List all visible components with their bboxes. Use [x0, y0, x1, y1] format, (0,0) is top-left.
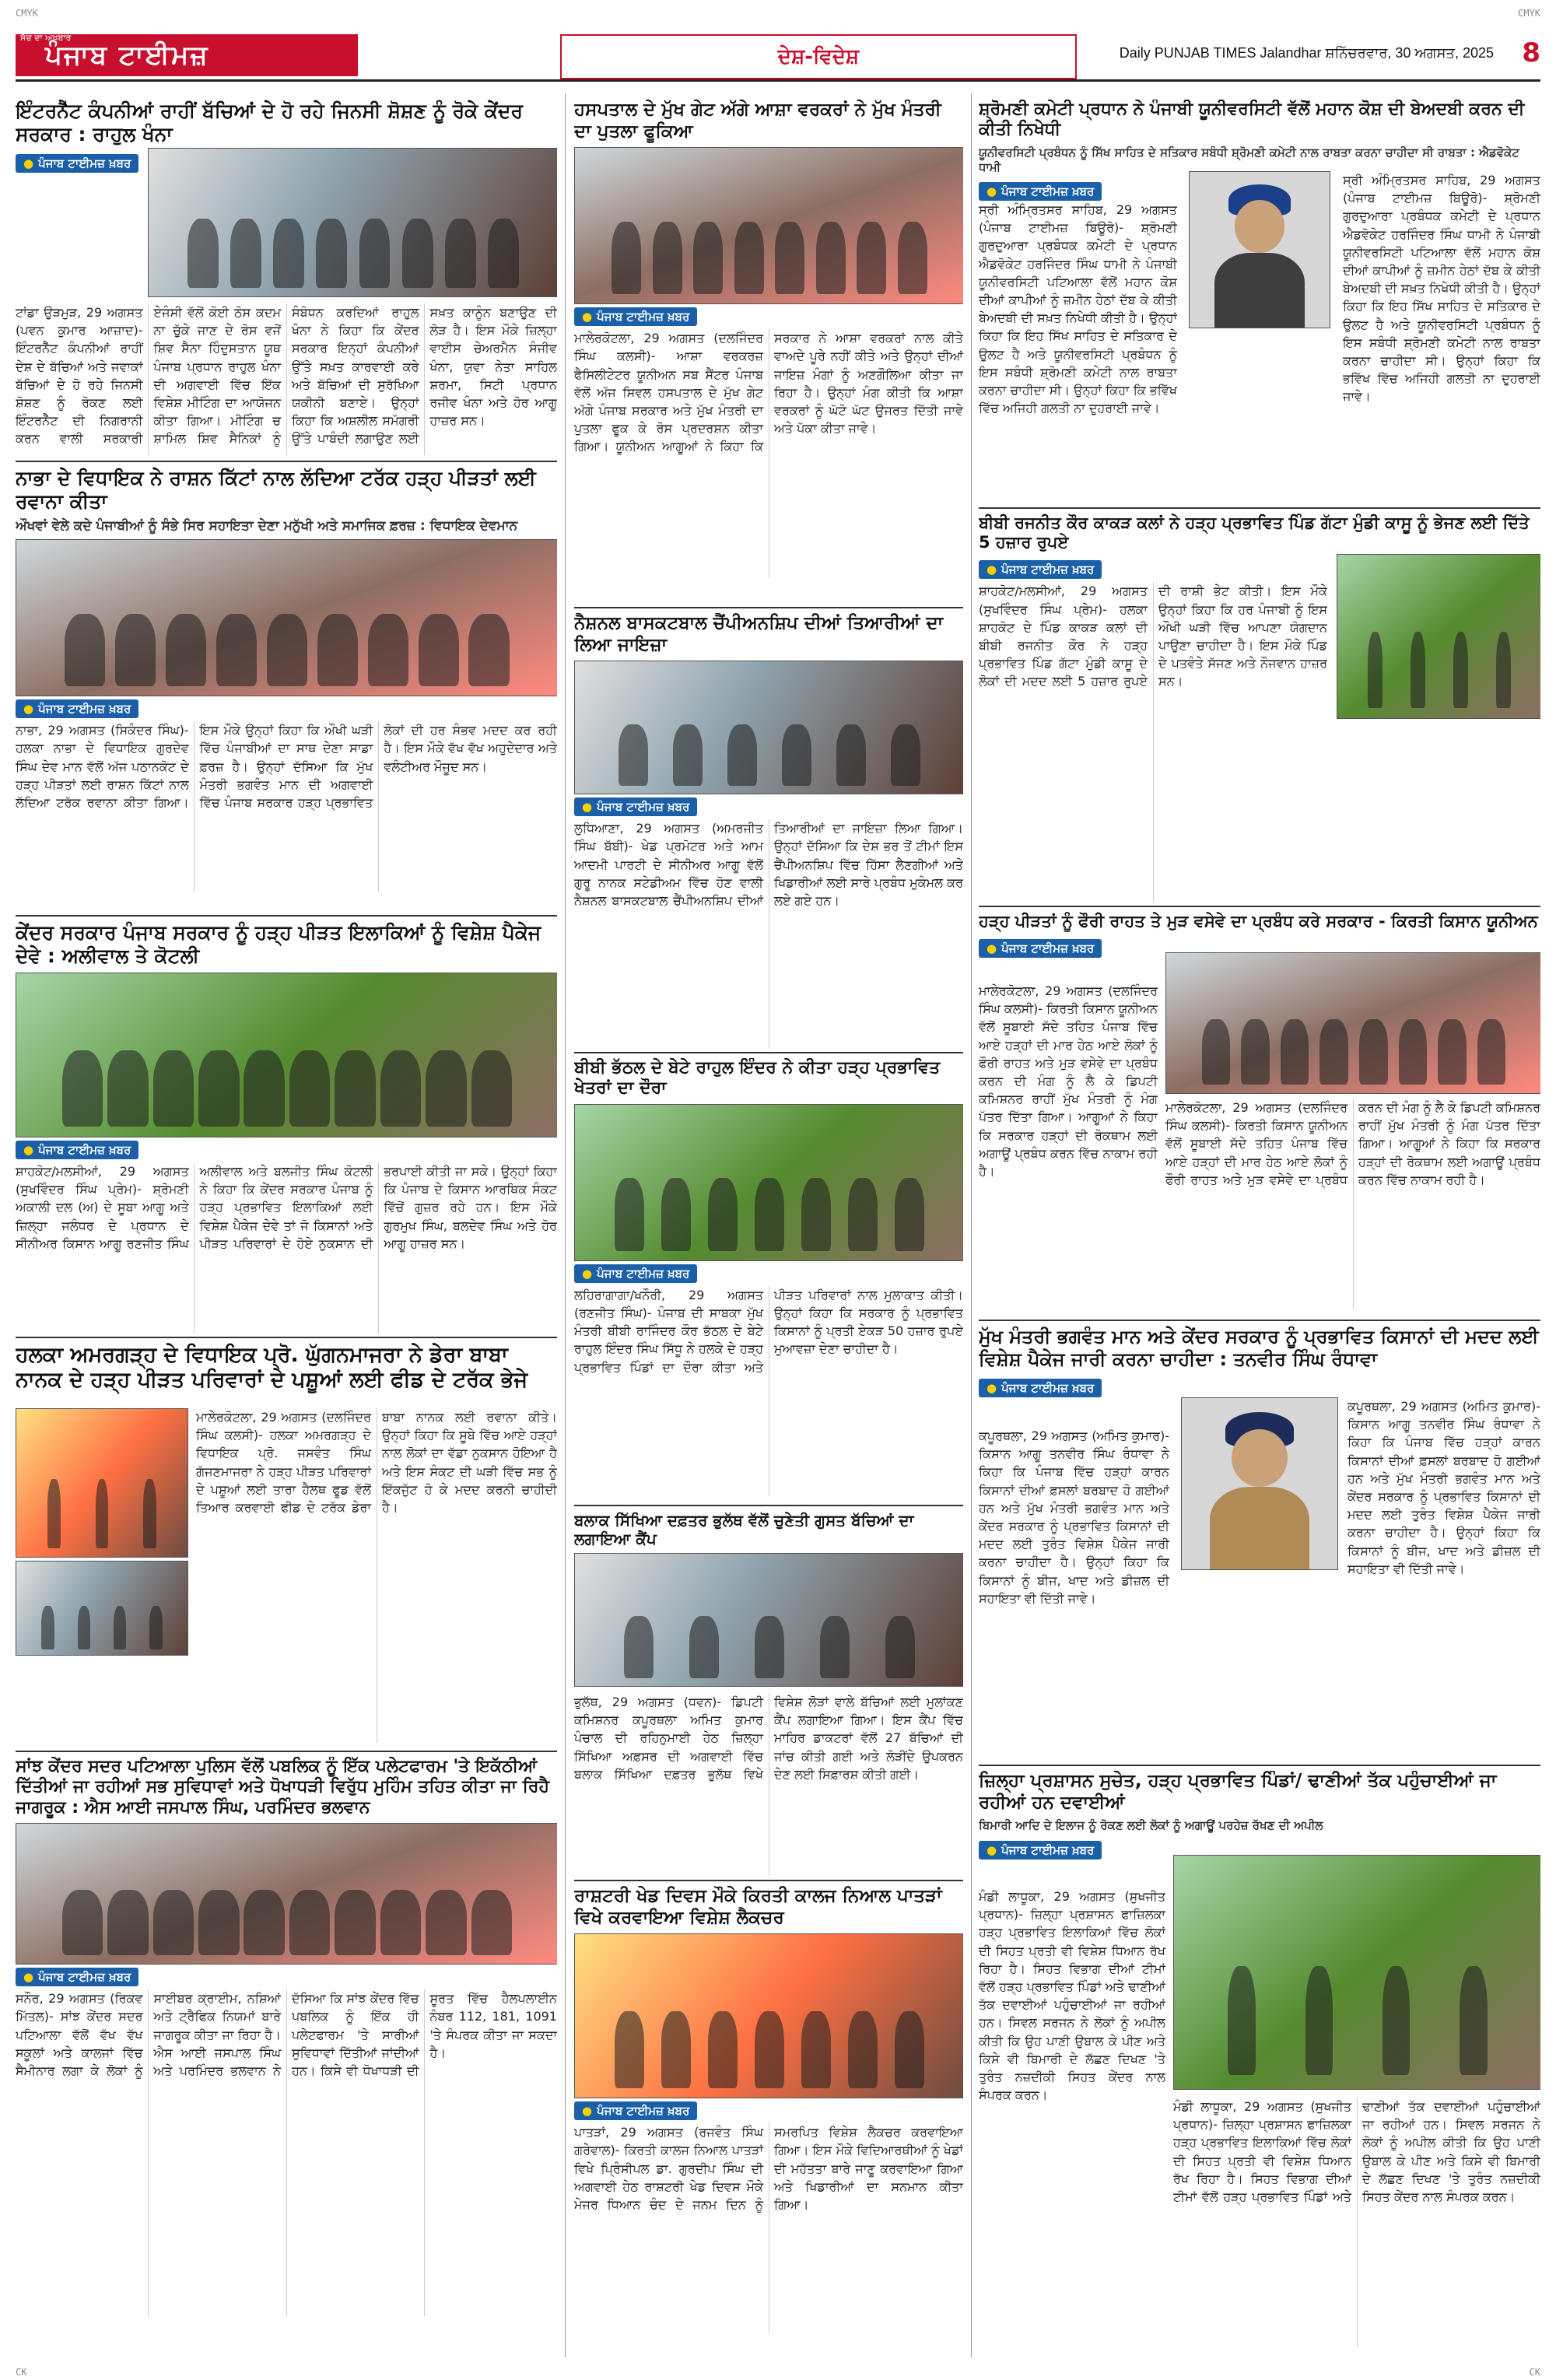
article-headline: ਬੀਬੀ ਭੱਠਲ ਦੇ ਬੇਟੇ ਰਾਹੁਲ ਇੰਦਰ ਨੇ ਕੀਤਾ ਹੜ੍ਹ ਪ੍ਰਭਾਵਿਤ ਖੇਤਰਾਂ ਦਾ ਦੌਰਾ — [574, 1058, 941, 1099]
article-block-education-camp — [574, 1511, 963, 1877]
article-sanjh-kendar-patiala — [16, 1757, 557, 2357]
news-kicker: ● ਪੰਜਾਬ ਟਾਈਮਜ਼ ਖ਼ਬਰ — [574, 1264, 697, 1283]
news-kicker: ● ਪੰਜਾਬ ਟਾਈਮਜ਼ ਖ਼ਬਰ — [574, 307, 697, 326]
news-kicker: ● ਪੰਜਾਬ ਟਾਈਮਜ਼ ਖ਼ਬਰ — [16, 699, 138, 718]
news-kicker: ● ਪੰਜਾਬ ਟਾਈਮਜ਼ ਖ਼ਬਰ — [979, 1379, 1102, 1397]
article-subhead: ਯੂਨੀਵਰਸਿਟੀ ਪ੍ਰਬੰਧਨ ਨੂੰ ਸਿੱਖ ਸਾਹਿਤ ਦੇ ਸਤਿਕਾਰ ਸਬੰਧੀ ਸ਼੍ਰੋਮਣੀ ਕਮੇਟੀ ਨਾਲ ਰਾਬਤਾ ਕਰਨਾ ਚਾਹੀਦਾ ਸੀ ਰਾਬਤਾ : ਐਡਵੋਕੇਟ ਧਾਮੀ — [979, 145, 1520, 174]
article-divider — [16, 915, 557, 917]
article-photo — [16, 973, 557, 1137]
news-kicker: ● ਪੰਜਾਬ ਟਾਈਮਜ਼ ਖ਼ਬਰ — [979, 1841, 1102, 1859]
kicker-bullet-icon: ● — [582, 1266, 593, 1281]
article-divider — [979, 507, 1540, 509]
article-headline: ਜ਼ਿਲ੍ਹਾ ਪ੍ਰਸ਼ਾਸਨ ਸੁਚੇਤ, ਹੜ੍ਹ ਪ੍ਰਭਾਵਿਤ ਪਿੰਡਾਂ/ ਢਾਣੀਆਂ ਤੱਕ ਪਹੁੰਚਾਈਆਂ ਜਾ ਰਹੀਆਂ ਹਨ ਦਵਾਈਆਂ — [979, 1771, 1497, 1813]
article-headline: ਸ਼੍ਰੋਮਣੀ ਕਮੇਟੀ ਪ੍ਰਧਾਨ ਨੇ ਪੰਜਾਬੀ ਯੂਨੀਵਰਸਿਟੀ ਵੱਲੋਂ ਮਹਾਨ ਕੋਸ਼ ਦੀ ਬੇਅਦਬੀ ਕਰਨ ਦੀ ਕੀਤੀ ਨਿਖੇਧੀ — [979, 100, 1525, 140]
article-portrait — [1181, 1397, 1338, 1570]
section-label — [560, 34, 1077, 79]
article-divider — [16, 1751, 557, 1752]
ck-mark-left: CK — [16, 2367, 27, 2378]
article-headline: ਹਲਕਾ ਅਮਰਗੜ੍ਹ ਦੇ ਵਿਧਾਇਕ ਪ੍ਰੋ. ਘੁੱਗਨਮਾਜਰਾ ਨੇ ਡੇਰਾ ਬਾਬਾ ਨਾਨਕ ਦੇ ਹੜ੍ਹ ਪੀੜਤ ਪਰਿਵਾਰਾਂ ਦੇ ਪਸ਼ੂਆਂ ਲਈ ਫੀਡ ਦੇ ਟਰੱਕ ਭੇਜੇ — [16, 1343, 528, 1393]
article-headline: ਨਾਭਾ ਦੇ ਵਿਧਾਇਕ ਨੇ ਰਾਸ਼ਨ ਕਿੱਟਾਂ ਨਾਲ ਲੱਦਿਆ ਟਰੱਕ ਹੜ੍ਹ ਪੀੜਤਾਂ ਲਈ ਰਵਾਨਾ ਕੀਤਾ — [16, 467, 536, 513]
article-body: ਭੁਲੱਥ, 29 ਅਗਸਤ (ਧਵਨ)- ਡਿਪਟੀ ਕਮਿਸ਼ਨਰ ਕਪੂਰਥਲਾ ਅਮਿਤ ਕੁਮਾਰ ਪੰਚਾਲ ਦੀ ਰਹਿਨੁਮਾਈ ਹੇਠ ਜ਼ਿਲ੍ਹਾ ਸਿੱਖਿਆ ਅਫ਼ਸਰ ਦੀ ਅਗਵਾਈ ਵਿੱਚ ਬਲਾਕ ਸਿੱਖਿਆ ਦਫ਼ਤਰ ਭੁਲੱਥ ਵਿਖੇ ਵਿਸ਼ੇਸ਼ ਲੋੜਾਂ ਵਾਲੇ ਬੱਚਿਆਂ ਲਈ ਮੁਲਾਂਕਣ ਕੈਂਪ ਲਗਾਇਆ ਗਿਆ। ਇਸ ਕੈਂਪ ਵਿੱਚ ਮਾਹਿਰ ਡਾਕਟਰਾਂ ਵੱਲੋਂ 27 ਬੱਚਿਆਂ ਦੀ ਜਾਂਚ ਕੀਤੀ ਗਈ ਅਤੇ ਲੋੜੀਂਦੇ ਉਪਕਰਨ ਦੇਣ ਲਈ ਸਿਫ਼ਾਰਸ਼ ਕੀਤੀ ਗਈ। — [574, 1695, 963, 1782]
kicker-bullet-icon: ● — [582, 2104, 593, 2119]
article-rajneet-kaur-donation — [979, 514, 1540, 903]
article-body: ਸਨੌਰ, 29 ਅਗਸਤ (ਰਿਕਵ ਮਿੱਤਲ)- ਸਾਂਝ ਕੇਂਦਰ ਸਦਰ ਪਟਿਆਲਾ ਵੱਲੋਂ ਵੱਖ ਵੱਖ ਸਕੂਲਾਂ ਅਤੇ ਕਾਲਜਾਂ ਵਿੱਚ ਸੈਮੀਨਾਰ ਲਗਾ ਕੇ ਲੋਕਾਂ ਨੂੰ ਸਾਈਬਰ ਕ੍ਰਾਈਮ, ਨਸ਼ਿਆਂ ਅਤੇ ਟ੍ਰੈਫਿਕ ਨਿਯਮਾਂ ਬਾਰੇ ਜਾਗਰੂਕ ਕੀਤਾ ਜਾ ਰਿਹਾ ਹੈ। ਐਸ ਆਈ ਜਸਪਾਲ ਸਿੰਘ ਅਤੇ ਪਰਮਿੰਦਰ ਭਲਵਾਨ ਨੇ ਦੱਸਿਆ ਕਿ ਸਾਂਝ ਕੇਂਦਰ ਵਿੱਚ ਪਬਲਿਕ ਨੂੰ ਇੱਕ ਹੀ ਪਲੇਟਫਾਰਮ 'ਤੇ ਸਾਰੀਆਂ ਸੁਵਿਧਾਵਾਂ ਦਿੱਤੀਆਂ ਜਾਂਦੀਆਂ ਹਨ। ਕਿਸੇ ਵੀ ਧੋਖਾਧੜੀ ਦੀ ਸੂਰਤ ਵਿੱਚ ਹੈਲਪਲਾਈਨ ਨੰਬਰ 112, 181, 1091 'ਤੇ ਸੰਪਰਕ ਕੀਤਾ ਜਾ ਸਕਦਾ ਹੈ। — [16, 1991, 557, 2078]
article-body: ਸ਼ਾਹਕੋਟ/ਮਲਸੀਆਂ, 29 ਅਗਸਤ (ਸੁਖਵਿੰਦਰ ਸਿੰਘ ਪ੍ਰੇਮ)- ਹਲਕਾ ਸ਼ਾਹਕੋਟ ਦੇ ਪਿੰਡ ਕਾਕੜ ਕਲਾਂ ਦੀ ਬੀਬੀ ਰਜਨੀਤ ਕੌਰ ਨੇ ਹੜ੍ਹ ਪ੍ਰਭਾਵਿਤ ਪਿੰਡ ਗੱਟਾ ਮੁੰਡੀ ਕਾਸੂ ਦੇ ਲੋਕਾਂ ਦੀ ਮਦਦ ਲਈ 5 ਹਜ਼ਾਰ ਰੁਪਏ ਦੀ ਰਾਸ਼ੀ ਭੇਟ ਕੀਤੀ। ਇਸ ਮੌਕੇ ਉਨ੍ਹਾਂ ਕਿਹਾ ਕਿ ਹਰ ਪੰਜਾਬੀ ਨੂੰ ਇਸ ਔਖੀ ਘੜੀ ਵਿੱਚ ਆਪਣਾ ਯੋਗਦਾਨ ਪਾਉਣਾ ਚਾਹੀਦਾ ਹੈ। ਇਸ ਮੌਕੇ ਪਿੰਡ ਦੇ ਪਤਵੰਤੇ ਸੱਜਣ ਅਤੇ ਨੌਜਵਾਨ ਹਾਜ਼ਰ ਸਨ। — [979, 584, 1327, 689]
kicker-bullet-icon: ● — [23, 702, 34, 717]
article-divider — [16, 1337, 557, 1338]
article-photo — [16, 1823, 557, 1965]
article-divider — [979, 906, 1540, 907]
cmyk-mark-left: CMYK — [16, 8, 38, 19]
column-divider — [565, 93, 566, 2357]
article-asha-workers-protest — [574, 100, 963, 604]
article-photo — [148, 148, 557, 297]
article-photo — [1337, 554, 1540, 719]
article-subhead: ਬਿਮਾਰੀ ਆਦਿ ਦੇ ਇਲਾਜ ਨੂੰ ਰੋਕਣ ਲਈ ਲੋਕਾਂ ਨੂੰ ਅਗਾਊਂ ਪਰਹੇਜ਼ ਰੱਖਣ ਦੀ ਅਪੀਲ — [979, 1818, 1323, 1833]
kicker-bullet-icon: ● — [987, 1842, 997, 1857]
ck-mark-right: CK — [1529, 2367, 1540, 2378]
article-photo — [574, 1553, 963, 1687]
article-body: ਨਾਭਾ, 29 ਅਗਸਤ (ਸਿਕੰਦਰ ਸਿੰਘ)- ਹਲਕਾ ਨਾਭਾ ਦੇ ਵਿਧਾਇਕ ਗੁਰਦੇਵ ਸਿੰਘ ਦੇਵ ਮਾਨ ਵੱਲੋਂ ਅੱਜ ਪਠਾਨਕੋਟ ਦੇ ਹੜ੍ਹ ਪੀੜਤਾਂ ਲਈ ਰਾਸ਼ਨ ਕਿੱਟਾਂ ਨਾਲ ਲੱਦਿਆ ਟਰੱਕ ਰਵਾਨਾ ਕੀਤਾ ਗਿਆ। ਇਸ ਮੌਕੇ ਉਨ੍ਹਾਂ ਕਿਹਾ ਕਿ ਔਖੀ ਘੜੀ ਵਿੱਚ ਪੰਜਾਬੀਆਂ ਦਾ ਸਾਥ ਦੇਣਾ ਸਾਡਾ ਫ਼ਰਜ਼ ਹੈ। ਉਨ੍ਹਾਂ ਦੱਸਿਆ ਕਿ ਮੁੱਖ ਮੰਤਰੀ ਭਗਵੰਤ ਮਾਨ ਦੀ ਅਗਵਾਈ ਵਿੱਚ ਪੰਜਾਬ ਸਰਕਾਰ ਹੜ੍ਹ ਪ੍ਰਭਾਵਿਤ ਲੋਕਾਂ ਦੀ ਹਰ ਸੰਭਵ ਮਦਦ ਕਰ ਰਹੀ ਹੈ। ਇਸ ਮੌਕੇ ਵੱਖ ਵੱਖ ਅਹੁਦੇਦਾਰ ਅਤੇ ਵਲੰਟੀਅਰ ਮੌਜੂਦ ਸਨ। — [16, 723, 557, 810]
newspaper-logo — [16, 34, 358, 76]
kicker-bullet-icon: ● — [987, 184, 997, 199]
article-headline: ਇੰਟਰਨੈੱਟ ਕੰਪਨੀਆਂ ਰਾਹੀਂ ਬੱਚਿਆਂ ਦੇ ਹੋ ਰਹੇ ਜਿਨਸੀ ਸ਼ੋਸ਼ਣ ਨੂੰ ਰੋਕੇ ਕੇਂਦਰ ਸਰਕਾਰ : ਰਾਹੁਲ ਖੰਨਾ — [16, 100, 523, 145]
article-tanveer-randhawa — [979, 1326, 1540, 1761]
article-amargarh-mla-feed — [16, 1343, 557, 1747]
article-body: ਕਪੂਰਥਲਾ, 29 ਅਗਸਤ (ਅਮਿਤ ਕੁਮਾਰ)- ਕਿਸਾਨ ਆਗੂ ਤਨਵੀਰ ਸਿੰਘ ਰੰਧਾਵਾ ਨੇ ਕਿਹਾ ਕਿ ਪੰਜਾਬ ਵਿੱਚ ਹੜ੍ਹਾਂ ਕਾਰਨ ਕਿਸਾਨਾਂ ਦੀਆਂ ਫ਼ਸਲਾਂ ਬਰਬਾਦ ਹੋ ਗਈਆਂ ਹਨ ਅਤੇ ਮੁੱਖ ਮੰਤਰੀ ਭਗਵੰਤ ਮਾਨ ਅਤੇ ਕੇਂਦਰ ਸਰਕਾਰ ਨੂੰ ਪ੍ਰਭਾਵਿਤ ਕਿਸਾਨਾਂ ਦੀ ਮਦਦ ਲਈ ਤੁਰੰਤ ਵਿਸ਼ੇਸ਼ ਪੈਕੇਜ ਜਾਰੀ ਕਰਨਾ ਚਾਹੀਦਾ ਹੈ। ਉਨ੍ਹਾਂ ਕਿਹਾ ਕਿ ਕਿਸਾਨਾਂ ਨੂੰ ਬੀਜ, ਖਾਦ ਅਤੇ ਡੀਜ਼ਲ ਦੀ ਸਹਾਇਤਾ ਵੀ ਦਿੱਤੀ ਜਾਵੇ। — [979, 1428, 1169, 1606]
article-centre-flood-package — [16, 921, 557, 1334]
article-subhead: ਔਖਵਾਂ ਵੇਲੇ ਕਦੇ ਪੰਜਾਬੀਆਂ ਨੂੰ ਸੰਭੇ ਸਿਰ ਸਹਾਇਤਾ ਦੇਣਾ ਮਨੁੱਖੀ ਅਤੇ ਸਮਾਜਿਕ ਫ਼ਰਜ਼ : ਵਿਧਾਇਕ ਦੇਵਮਾਨ — [16, 518, 518, 534]
article-body-continued: ਸ੍ਰੀ ਅੰਮ੍ਰਿਤਸਰ ਸਾਹਿਬ, 29 ਅਗਸਤ (ਪੰਜਾਬ ਟਾਈਮਜ਼ ਬਿਊਰੋ)- ਸ਼੍ਰੋਮਣੀ ਗੁਰਦੁਆਰਾ ਪ੍ਰਬੰਧਕ ਕਮੇਟੀ ਦੇ ਪ੍ਰਧਾਨ ਐਡਵੋਕੇਟ ਹਰਜਿੰਦਰ ਸਿੰਘ ਧਾਮੀ ਨੇ ਪੰਜਾਬੀ ਯੂਨੀਵਰਸਿਟੀ ਪਟਿਆਲਾ ਵੱਲੋਂ ਮਹਾਨ ਕੋਸ਼ ਦੀਆਂ ਕਾਪੀਆਂ ਨੂੰ ਜ਼ਮੀਨ ਹੇਠਾਂ ਦੱਬ ਕੇ ਕੀਤੀ ਬੇਅਦਬੀ ਦੀ ਸਖ਼ਤ ਨਿਖੇਧੀ ਕੀਤੀ ਹੈ। ਉਨ੍ਹਾਂ ਕਿਹਾ ਕਿ ਇਹ ਸਿੱਖ ਸਾਹਿਤ ਦੇ ਸਤਿਕਾਰ ਦੇ ਉਲਟ ਹੈ ਅਤੇ ਯੂਨੀਵਰਸਿਟੀ ਪ੍ਰਬੰਧਨ ਨੂੰ ਇਸ ਸਬੰਧੀ ਸ਼੍ਰੋਮਣੀ ਕਮੇਟੀ ਨਾਲ ਰਾਬਤਾ ਕਰਨਾ ਚਾਹੀਦਾ ਸੀ। ਉਨ੍ਹਾਂ ਕਿਹਾ ਕਿ ਭਵਿੱਖ ਵਿੱਚ ਅਜਿਹੀ ਗਲਤੀ ਨਾ ਦੁਹਰਾਈ ਜਾਵੇ। — [1343, 173, 1540, 405]
article-photo — [574, 661, 963, 794]
article-kirti-kisan-union — [979, 912, 1540, 1316]
article-headline: ਮੁੱਖ ਮੰਤਰੀ ਭਗਵੰਤ ਮਾਨ ਅਤੇ ਕੇਂਦਰ ਸਰਕਾਰ ਨੂੰ ਪ੍ਰਭਾਵਿਤ ਕਿਸਾਨਾਂ ਦੀ ਮਦਦ ਲਈ ਵਿਸ਼ੇਸ਼ ਪੈਕੇਜ ਜਾਰੀ ਕਰਨਾ ਚਾਹੀਦਾ : ਤਨਵੀਰ ਸਿੰਘ ਰੰਧਾਵਾ — [979, 1326, 1539, 1370]
logo-text: ਪੰਜਾਬ ਟਾਈਮਜ਼ — [45, 40, 209, 71]
article-headline: ਬਲਾਕ ਸਿੱਖਿਆ ਦਫ਼ਤਰ ਭੁਲੱਥ ਵੱਲੋਂ ਚੁਣੇਤੀ ਗੁਸਤ ਬੱਚਿਆਂ ਦਾ ਲਗਾਇਆ ਕੈਂਪ — [574, 1511, 914, 1548]
page-number: 8 — [1522, 37, 1540, 68]
article-photo — [574, 147, 963, 304]
article-body-continued: ਮੰਡੀ ਲਾਧੂਕਾ, 29 ਅਗਸਤ (ਸੁਖਜੀਤ ਪ੍ਰਧਾਨ)- ਜ਼ਿਲ੍ਹਾ ਪ੍ਰਸ਼ਾਸਨ ਫਾਜ਼ਿਲਕਾ ਹੜ੍ਹ ਪ੍ਰਭਾਵਿਤ ਇਲਾਕਿਆਂ ਵਿੱਚ ਲੋਕਾਂ ਦੀ ਸਿਹਤ ਪ੍ਰਤੀ ਵੀ ਵਿਸ਼ੇਸ਼ ਧਿਆਨ ਰੱਖ ਰਿਹਾ ਹੈ। ਸਿਹਤ ਵਿਭਾਗ ਦੀਆਂ ਟੀਮਾਂ ਵੱਲੋਂ ਹੜ੍ਹ ਪ੍ਰਭਾਵਿਤ ਪਿੰਡਾਂ ਅਤੇ ਢਾਣੀਆਂ ਤੱਕ ਦਵਾਈਆਂ ਪਹੁੰਚਾਈਆਂ ਜਾ ਰਹੀਆਂ ਹਨ। ਸਿਵਲ ਸਰਜਨ ਨੇ ਲੋਕਾਂ ਨੂੰ ਅਪੀਲ ਕੀਤੀ ਕਿ ਉਹ ਪਾਣੀ ਉਬਾਲ ਕੇ ਪੀਣ ਅਤੇ ਕਿਸੇ ਵੀ ਬਿਮਾਰੀ ਦੇ ਲੱਛਣ ਦਿਖਣ 'ਤੇ ਤੁਰੰਤ ਨਜ਼ਦੀਕੀ ਸਿਹਤ ਕੇਂਦਰ ਨਾਲ ਸੰਪਰਕ ਕਰਨ। — [1173, 2099, 1540, 2204]
article-body: ਮਾਲੇਰਕੋਟਲਾ, 29 ਅਗਸਤ (ਦਲਜਿੰਦਰ ਸਿੰਘ ਕਲਸੀ)- ਕਿਰਤੀ ਕਿਸਾਨ ਯੂਨੀਅਨ ਵੱਲੋਂ ਸੂਬਾਈ ਸੱਦੇ ਤਹਿਤ ਪੰਜਾਬ ਵਿੱਚ ਆਏ ਹੜ੍ਹਾਂ ਦੀ ਮਾਰ ਹੇਠ ਆਏ ਲੋਕਾਂ ਨੂੰ ਫੌਰੀ ਰਾਹਤ ਅਤੇ ਮੁੜ ਵਸੇਵੇ ਦਾ ਪ੍ਰਬੰਧ ਕਰਨ ਦੀ ਮੰਗ ਨੂੰ ਲੈ ਕੇ ਡਿਪਟੀ ਕਮਿਸ਼ਨਰ ਰਾਹੀਂ ਮੁੱਖ ਮੰਤਰੀ ਨੂੰ ਮੰਗ ਪੱਤਰ ਦਿੱਤਾ ਗਿਆ। ਆਗੂਆਂ ਨੇ ਕਿਹਾ ਕਿ ਸਰਕਾਰ ਹੜ੍ਹਾਂ ਦੀ ਰੋਕਥਾਮ ਲਈ ਅਗਾਊਂ ਪ੍ਰਬੰਧ ਕਰਨ ਵਿੱਚ ਨਾਕਾਮ ਰਹੀ ਹੈ। — [979, 983, 1158, 1179]
column-divider — [971, 93, 972, 2357]
kicker-bullet-icon: ● — [23, 1143, 34, 1157]
article-divider — [16, 461, 557, 462]
news-kicker: ● ਪੰਜਾਬ ਟਾਈਮਜ਼ ਖ਼ਬਰ — [979, 939, 1102, 958]
kicker-bullet-icon: ● — [582, 800, 593, 815]
article-body: ਲਹਿਰਾਗਾਗਾ/ਖਨੌਰੀ, 29 ਅਗਸਤ (ਰਣਜੀਤ ਸਿੰਘ)- ਪੰਜਾਬ ਦੀ ਸਾਬਕਾ ਮੁੱਖ ਮੰਤਰੀ ਬੀਬੀ ਰਾਜਿੰਦਰ ਕੌਰ ਭੱਠਲ ਦੇ ਬੇਟੇ ਰਾਹੁਲ ਇੰਦਰ ਸਿੰਘ ਸਿੱਧੂ ਨੇ ਹਲਕੇ ਦੇ ਹੜ੍ਹ ਪ੍ਰਭਾਵਿਤ ਪਿੰਡਾਂ ਦਾ ਦੌਰਾ ਕੀਤਾ ਅਤੇ ਪੀੜਤ ਪਰਿਵਾਰਾਂ ਨਾਲ ਮੁਲਾਕਾਤ ਕੀਤੀ। ਉਨ੍ਹਾਂ ਕਿਹਾ ਕਿ ਸਰਕਾਰ ਨੂੰ ਪ੍ਰਭਾਵਿਤ ਕਿਸਾਨਾਂ ਨੂੰ ਪ੍ਰਤੀ ਏਕੜ 50 ਹਜ਼ਾਰ ਰੁਪਏ ਮੁਆਵਜ਼ਾ ਦੇਣਾ ਚਾਹੀਦਾ ਹੈ। — [574, 1287, 963, 1375]
kicker-bullet-icon: ● — [23, 156, 34, 170]
article-headline: ਹੜ੍ਹ ਪੀੜਤਾਂ ਨੂੰ ਫੌਰੀ ਰਾਹਤ ਤੇ ਮੁੜ ਵਸੇਵੇ ਦਾ ਪ੍ਰਬੰਧ ਕਰੇ ਸਰਕਾਰ - ਕਿਰਤੀ ਕਿਸਾਨ ਯੂਨੀਅਨ — [979, 912, 1538, 931]
article-body-continued: ਕਪੂਰਥਲਾ, 29 ਅਗਸਤ (ਅਮਿਤ ਕੁਮਾਰ)- ਕਿਸਾਨ ਆਗੂ ਤਨਵੀਰ ਸਿੰਘ ਰੰਧਾਵਾ ਨੇ ਕਿਹਾ ਕਿ ਪੰਜਾਬ ਵਿੱਚ ਹੜ੍ਹਾਂ ਕਾਰਨ ਕਿਸਾਨਾਂ ਦੀਆਂ ਫ਼ਸਲਾਂ ਬਰਬਾਦ ਹੋ ਗਈਆਂ ਹਨ ਅਤੇ ਮੁੱਖ ਮੰਤਰੀ ਭਗਵੰਤ ਮਾਨ ਅਤੇ ਕੇਂਦਰ ਸਰਕਾਰ ਨੂੰ ਪ੍ਰਭਾਵਿਤ ਕਿਸਾਨਾਂ ਦੀ ਮਦਦ ਲਈ ਤੁਰੰਤ ਵਿਸ਼ੇਸ਼ ਪੈਕੇਜ ਜਾਰੀ ਕਰਨਾ ਚਾਹੀਦਾ ਹੈ। ਉਨ੍ਹਾਂ ਕਿਹਾ ਕਿ ਕਿਸਾਨਾਂ ਨੂੰ ਬੀਜ, ਖਾਦ ਅਤੇ ਡੀਜ਼ਲ ਦੀ ਸਹਾਇਤਾ ਵੀ ਦਿੱਤੀ ਜਾਵੇ। — [1347, 1399, 1540, 1576]
article-photo — [574, 1104, 963, 1261]
article-body: ਮੰਡੀ ਲਾਧੂਕਾ, 29 ਅਗਸਤ (ਸੁਖਜੀਤ ਪ੍ਰਧਾਨ)- ਜ਼ਿਲ੍ਹਾ ਪ੍ਰਸ਼ਾਸਨ ਫਾਜ਼ਿਲਕਾ ਹੜ੍ਹ ਪ੍ਰਭਾਵਿਤ ਇਲਾਕਿਆਂ ਵਿੱਚ ਲੋਕਾਂ ਦੀ ਸਿਹਤ ਪ੍ਰਤੀ ਵੀ ਵਿਸ਼ੇਸ਼ ਧਿਆਨ ਰੱਖ ਰਿਹਾ ਹੈ। ਸਿਹਤ ਵਿਭਾਗ ਦੀਆਂ ਟੀਮਾਂ ਵੱਲੋਂ ਹੜ੍ਹ ਪ੍ਰਭਾਵਿਤ ਪਿੰਡਾਂ ਅਤੇ ਢਾਣੀਆਂ ਤੱਕ ਦਵਾਈਆਂ ਪਹੁੰਚਾਈਆਂ ਜਾ ਰਹੀਆਂ ਹਨ। ਸਿਵਲ ਸਰਜਨ ਨੇ ਲੋਕਾਂ ਨੂੰ ਅਪੀਲ ਕੀਤੀ ਕਿ ਉਹ ਪਾਣੀ ਉਬਾਲ ਕੇ ਪੀਣ ਅਤੇ ਕਿਸੇ ਵੀ ਬਿਮਾਰੀ ਦੇ ਲੱਛਣ ਦਿਖਣ 'ਤੇ ਤੁਰੰਤ ਨਜ਼ਦੀਕੀ ਸਿਹਤ ਕੇਂਦਰ ਨਾਲ ਸੰਪਰਕ ਕਰਨ। — [979, 1889, 1165, 2103]
article-rahul-inder-visit — [574, 1058, 963, 1502]
article-headline: ਹਸਪਤਾਲ ਦੇ ਮੁੱਖ ਗੇਟ ਅੱਗੇ ਆਸ਼ਾ ਵਰਕਰਾਂ ਨੇ ਮੁੱਖ ਮੰਤਰੀ ਦਾ ਪੁਤਲਾ ਫੂਕਿਆ — [574, 100, 941, 142]
article-headline: ਬੀਬੀ ਰਜਨੀਤ ਕੌਰ ਕਾਕੜ ਕਲਾਂ ਨੇ ਹੜ੍ਹ ਪ੍ਰਭਾਵਿਤ ਪਿੰਡ ਗੱਟਾ ਮੁੰਡੀ ਕਾਸੂ ਨੂੰ ਭੇਜਣ ਲਈ ਦਿੱਤੇ 5 ਹਜ਼ਾਰ ਰੁਪਏ — [979, 514, 1530, 552]
news-kicker: ● ਪੰਜਾਬ ਟਾਈਮਜ਼ ਖ਼ਬਰ — [574, 797, 697, 816]
cmyk-mark-right: CMYK — [1518, 8, 1540, 19]
news-kicker: ● ਪੰਜਾਬ ਟਾਈਮਜ਼ ਖ਼ਬਰ — [574, 2101, 697, 2120]
kicker-bullet-icon: ● — [23, 1970, 34, 1985]
article-photo — [1165, 952, 1540, 1094]
article-divider — [979, 1765, 1540, 1766]
article-body: ਲੁਧਿਆਣਾ, 29 ਅਗਸਤ (ਅਮਰਜੀਤ ਸਿੰਘ ਬੱਬੀ)- ਖੇਡ ਪ੍ਰਮੋਟਰ ਅਤੇ ਆਮ ਆਦਮੀ ਪਾਰਟੀ ਦੇ ਸੀਨੀਅਰ ਆਗੂ ਵੱਲੋਂ ਗੁਰੂ ਨਾਨਕ ਸਟੇਡੀਅਮ ਵਿੱਚ ਹੋਣ ਵਾਲੀ ਨੈਸ਼ਨਲ ਬਾਸਕਟਬਾਲ ਚੈਂਪੀਅਨਸ਼ਿਪ ਦੀਆਂ ਤਿਆਰੀਆਂ ਦਾ ਜਾਇਜ਼ਾ ਲਿਆ ਗਿਆ। ਉਨ੍ਹਾਂ ਦੱਸਿਆ ਕਿ ਦੇਸ਼ ਭਰ ਤੋਂ ਟੀਮਾਂ ਇਸ ਚੈਂਪੀਅਨਸ਼ਿਪ ਵਿੱਚ ਹਿੱਸਾ ਲੈਣਗੀਆਂ ਅਤੇ ਖਿਡਾਰੀਆਂ ਲਈ ਸਾਰੇ ਪ੍ਰਬੰਧ ਮੁਕੰਮਲ ਕਰ ਲਏ ਗਏ ਹਨ। — [574, 821, 963, 908]
news-kicker: ● ਪੰਜਾਬ ਟਾਈਮਜ਼ ਖ਼ਬਰ — [16, 1141, 138, 1159]
article-headline: ਰਾਸ਼ਟਰੀ ਖੇਡ ਦਿਵਸ ਮੌਕੇ ਕਿਰਤੀ ਕਾਲਜ ਨਿਆਲ ਪਾਤੜਾਂ ਵਿਖੇ ਕਰਵਾਇਆ ਵਿਸ਼ੇਸ਼ ਲੈਕਚਰ — [574, 1886, 942, 1928]
article-portrait — [1189, 171, 1330, 328]
kicker-bullet-icon: ● — [987, 941, 997, 956]
article-photo — [1173, 1855, 1540, 2090]
article-headline: ਨੈਸ਼ਨਲ ਬਾਸਕਟਬਾਲ ਚੈਂਪੀਅਨਸ਼ਿਪ ਦੀਆਂ ਤਿਆਰੀਆਂ ਦਾ ਲਿਆ ਜਾਇਜ਼ਾ — [574, 613, 944, 655]
article-photo — [16, 1561, 188, 1656]
article-body: ਪਾਤੜਾਂ, 29 ਅਗਸਤ (ਰਜਵੰਤ ਸਿੰਘ ਗਰੇਵਾਲ)- ਕਿਰਤੀ ਕਾਲਜ ਨਿਆਲ ਪਾਤੜਾਂ ਵਿਖੇ ਪ੍ਰਿੰਸੀਪਲ ਡਾ. ਗੁਰਦੀਪ ਸਿੰਘ ਦੀ ਅਗਵਾਈ ਹੇਠ ਰਾਸ਼ਟਰੀ ਖੇਡ ਦਿਵਸ ਮੌਕੇ ਮੇਜਰ ਧਿਆਨ ਚੰਦ ਦੇ ਜਨਮ ਦਿਨ ਨੂੰ ਸਮਰਪਿਤ ਵਿਸ਼ੇਸ਼ ਲੈਕਚਰ ਕਰਵਾਇਆ ਗਿਆ। ਇਸ ਮੌਕੇ ਵਿਦਿਆਰਥੀਆਂ ਨੂੰ ਖੇਡਾਂ ਦੀ ਮਹੱਤਤਾ ਬਾਰੇ ਜਾਣੂ ਕਰਵਾਇਆ ਗਿਆ ਅਤੇ ਖਿਡਾਰੀਆਂ ਦਾ ਸਨਮਾਨ ਕੀਤਾ ਗਿਆ। — [574, 2125, 963, 2212]
article-headline: ਕੇਂਦਰ ਸਰਕਾਰ ਪੰਜਾਬ ਸਰਕਾਰ ਨੂੰ ਹੜ੍ਹ ਪੀੜਤ ਇਲਾਕਿਆਂ ਨੂੰ ਵਿਸ਼ੇਸ਼ ਪੈਕੇਜ ਦੇਵੇ : ਅਲੀਵਾਲ ਤੇ ਕੋਟਲੀ — [16, 921, 541, 967]
article-photo — [16, 1408, 188, 1558]
kicker-bullet-icon: ● — [987, 563, 997, 577]
article-body: ਸ੍ਰੀ ਅੰਮ੍ਰਿਤਸਰ ਸਾਹਿਬ, 29 ਅਗਸਤ (ਪੰਜਾਬ ਟਾਈਮਜ਼ ਬਿਊਰੋ)- ਸ਼੍ਰੋਮਣੀ ਗੁਰਦੁਆਰਾ ਪ੍ਰਬੰਧਕ ਕਮੇਟੀ ਦੇ ਪ੍ਰਧਾਨ ਐਡਵੋਕੇਟ ਹਰਜਿੰਦਰ ਸਿੰਘ ਧਾਮੀ ਨੇ ਪੰਜਾਬੀ ਯੂਨੀਵਰਸਿਟੀ ਪਟਿਆਲਾ ਵੱਲੋਂ ਮਹਾਨ ਕੋਸ਼ ਦੀਆਂ ਕਾਪੀਆਂ ਨੂੰ ਜ਼ਮੀਨ ਹੇਠਾਂ ਦੱਬ ਕੇ ਕੀਤੀ ਬੇਅਦਬੀ ਦੀ ਸਖ਼ਤ ਨਿਖੇਧੀ ਕੀਤੀ ਹੈ। ਉਨ੍ਹਾਂ ਕਿਹਾ ਕਿ ਇਹ ਸਿੱਖ ਸਾਹਿਤ ਦੇ ਸਤਿਕਾਰ ਦੇ ਉਲਟ ਹੈ ਅਤੇ ਯੂਨੀਵਰਸਿਟੀ ਪ੍ਰਬੰਧਨ ਨੂੰ ਇਸ ਸਬੰਧੀ ਸ਼੍ਰੋਮਣੀ ਕਮੇਟੀ ਨਾਲ ਰਾਬਤਾ ਕਰਨਾ ਚਾਹੀਦਾ ਸੀ। ਉਨ੍ਹਾਂ ਕਿਹਾ ਕਿ ਭਵਿੱਖ ਵਿੱਚ ਅਜਿਹੀ ਗਲਤੀ ਨਾ ਦੁਹਰਾਈ ਜਾਵੇ। — [979, 202, 1177, 416]
article-sgpc-mahan-kosh — [979, 100, 1540, 504]
article-photo — [16, 539, 557, 696]
dateline: Daily PUNJAB TIMES Jalandhar ਸ਼ਨਿੱਚਰਵਾਰ, 30 ਅਗਸਤ, 2025 — [1119, 45, 1494, 61]
article-divider — [574, 1880, 963, 1881]
article-nabha-mla-truck — [16, 467, 557, 910]
kicker-bullet-icon: ● — [987, 1380, 997, 1395]
section-title: ਦੇਸ਼-ਵਿਦੇਸ਼ — [777, 44, 860, 68]
article-body: ਮਾਲੇਰਕੋਟਲਾ, 29 ਅਗਸਤ (ਦਲਜਿੰਦਰ ਸਿੰਘ ਕਲਸੀ)- ਆਸ਼ਾ ਵਰਕਰਜ਼ ਫੈਸਿਲੀਟੇਟਰ ਯੂਨੀਅਨ ਸਬ ਸੈਂਟਰ ਪੰਜਾਬ ਵੱਲੋਂ ਅੱਜ ਸਿਵਲ ਹਸਪਤਾਲ ਦੇ ਮੁੱਖ ਗੇਟ ਅੱਗੇ ਪੰਜਾਬ ਸਰਕਾਰ ਅਤੇ ਮੁੱਖ ਮੰਤਰੀ ਦਾ ਪੁਤਲਾ ਫੂਕ ਕੇ ਰੋਸ ਪ੍ਰਦਰਸ਼ਨ ਕੀਤਾ ਗਿਆ। ਯੂਨੀਅਨ ਆਗੂਆਂ ਨੇ ਕਿਹਾ ਕਿ ਸਰਕਾਰ ਨੇ ਆਸ਼ਾ ਵਰਕਰਾਂ ਨਾਲ ਕੀਤੇ ਵਾਅਦੇ ਪੂਰੇ ਨਹੀਂ ਕੀਤੇ ਅਤੇ ਉਨ੍ਹਾਂ ਦੀਆਂ ਜਾਇਜ਼ ਮੰਗਾਂ ਨੂੰ ਅਣਗੌਲਿਆ ਕੀਤਾ ਜਾ ਰਿਹਾ ਹੈ। ਉਨ੍ਹਾਂ ਮੰਗ ਕੀਤੀ ਕਿ ਆਸ਼ਾ ਵਰਕਰਾਂ ਨੂੰ ਘੱਟੋ ਘੱਟ ਉਜਰਤ ਦਿੱਤੀ ਜਾਵੇ ਅਤੇ ਪੱਕਾ ਕੀਤਾ ਜਾਵੇ। — [574, 331, 963, 454]
article-headline: ਸਾਂਝ ਕੇਂਦਰ ਸਦਰ ਪਟਿਆਲਾ ਪੁਲਿਸ ਵੱਲੋਂ ਪਬਲਿਕ ਨੂੰ ਇੱਕ ਪਲੇਟਫਾਰਮ 'ਤੇ ਇਕੱਠੀਆਂ ਦਿੱਤੀਆਂ ਜਾ ਰਹੀਆਂ ਸਭ ਸੁਵਿਧਾਵਾਂ ਅਤੇ ਧੋਖਾਧੜੀ ਵਿਰੁੱਧ ਮੁਹਿੰਮ ਤਹਿਤ ਕੀਤਾ ਜਾ ਰਿਹੈ ਜਾਗਰੂਕ : ਐਸ ਆਈ ਜਸਪਾਲ ਸਿੰਘ, ਪਰਮਿੰਦਰ ਭਲਵਾਨ — [16, 1757, 549, 1817]
article-divider — [979, 1320, 1540, 1321]
article-internet-companies — [16, 100, 557, 457]
article-national-sports-day — [574, 1886, 963, 2357]
news-kicker: ● ਪੰਜਾਬ ਟਾਈਮਜ਼ ਖ਼ਬਰ — [16, 1968, 138, 1986]
news-kicker: ● ਪੰਜਾਬ ਟਾਈਮਜ਼ ਖ਼ਬਰ — [979, 182, 1102, 201]
article-divider — [574, 1505, 963, 1506]
article-photo — [574, 1933, 963, 2098]
article-body: ਸ਼ਾਹਕੋਟ/ਮਲਸੀਆਂ, 29 ਅਗਸਤ (ਸੁਖਵਿੰਦਰ ਸਿੰਘ ਪ੍ਰੇਮ)- ਸ਼੍ਰੋਮਣੀ ਅਕਾਲੀ ਦਲ (ਅ) ਦੇ ਸੂਬਾ ਆਗੂ ਅਤੇ ਜ਼ਿਲ੍ਹਾ ਜਲੰਧਰ ਦੇ ਪ੍ਰਧਾਨ ਦੇ ਸੀਨੀਅਰ ਕਿਸਾਨ ਆਗੂ ਰਣਜੀਤ ਸਿੰਘ ਅਲੀਵਾਲ ਅਤੇ ਬਲਜੀਤ ਸਿੰਘ ਕੋਟਲੀ ਨੇ ਕਿਹਾ ਕਿ ਕੇਂਦਰ ਸਰਕਾਰ ਪੰਜਾਬ ਨੂੰ ਹੜ੍ਹ ਪ੍ਰਭਾਵਿਤ ਇਲਾਕਿਆਂ ਲਈ ਵਿਸ਼ੇਸ਼ ਪੈਕੇਜ ਦੇਵੇ ਤਾਂ ਜੋ ਕਿਸਾਨਾਂ ਅਤੇ ਪੀੜਤ ਪਰਿਵਾਰਾਂ ਦੇ ਹੋਏ ਨੁਕਸਾਨ ਦੀ ਭਰਪਾਈ ਕੀਤੀ ਜਾ ਸਕੇ। ਉਨ੍ਹਾਂ ਕਿਹਾ ਕਿ ਪੰਜਾਬ ਦੇ ਕਿਸਾਨ ਆਰਥਿਕ ਸੰਕਟ ਵਿੱਚੋਂ ਗੁਜ਼ਰ ਰਹੇ ਹਨ। ਇਸ ਮੌਕੇ ਗੁਰਮੁਖ ਸਿੰਘ, ਬਲਦੇਵ ਸਿੰਘ ਅਤੇ ਹੋਰ ਆਗੂ ਹਾਜ਼ਰ ਸਨ। — [16, 1164, 557, 1251]
article-basketball-championship — [574, 613, 963, 1049]
kicker-bullet-icon: ● — [582, 310, 593, 324]
news-kicker: ● ਪੰਜਾਬ ਟਾਈਮਜ਼ ਖ਼ਬਰ — [16, 154, 138, 173]
article-body: ਟਾਂਡਾ ਉੜਮੁੜ, 29 ਅਗਸਤ (ਪਵਨ ਕੁਮਾਰ ਆਜ਼ਾਦ)- ਇੰਟਰਨੈੱਟ ਕੰਪਨੀਆਂ ਰਾਹੀਂ ਦੇਸ਼ ਦੇ ਬੱਚਿਆਂ ਅਤੇ ਜਵਾਕਾਂ ਬੱਚਿਆਂ ਦੇ ਹੋ ਰਹੇ ਜਿਨਸੀ ਸ਼ੋਸ਼ਣ ਨੂੰ ਰੋਕਣ ਲਈ ਇੰਟਰਨੈੱਟ ਦੀ ਨਿਗਰਾਨੀ ਕਰਨ ਵਾਲੀ ਸਰਕਾਰੀ ਏਜੰਸੀ ਵੱਲੋਂ ਕੋਈ ਠੋਸ ਕਦਮ ਨਾ ਚੁੱਕੇ ਜਾਣ ਦੇ ਰੋਸ ਵਜੋਂ ਸ਼ਿਵ ਸੈਨਾ ਹਿੰਦੁਸਤਾਨ ਯੂਥ ਪੰਜਾਬ ਪ੍ਰਧਾਨ ਰਾਹੁਲ ਖੰਨਾ ਦੀ ਅਗਵਾਈ ਵਿੱਚ ਇੱਕ ਵਿਸ਼ੇਸ਼ ਮੀਟਿੰਗ ਦਾ ਆਯੋਜਨ ਕੀਤਾ ਗਿਆ। ਮੀਟਿੰਗ ਚ ਸ਼ਾਮਿਲ ਸ਼ਿਵ ਸੈਨਿਕਾਂ ਨੂੰ ਸੰਬੋਧਨ ਕਰਦਿਆਂ ਰਾਹੁਲ ਖੰਨਾ ਨੇ ਕਿਹਾ ਕਿ ਕੇਂਦਰ ਸਰਕਾਰ ਇਨ੍ਹਾਂ ਕੰਪਨੀਆਂ ਉੱਤੇ ਸਖ਼ਤ ਕਾਰਵਾਈ ਕਰੇ ਅਤੇ ਬੱਚਿਆਂ ਦੀ ਸੁਰੱਖਿਆ ਯਕੀਨੀ ਬਣਾਏ। ਉਨ੍ਹਾਂ ਕਿਹਾ ਕਿ ਅਸ਼ਲੀਲ ਸਮੱਗਰੀ ਉੱਤੇ ਪਾਬੰਦੀ ਲਗਾਉਣ ਲਈ ਸਖ਼ਤ ਕਾਨੂੰਨ ਬਣਾਉਣ ਦੀ ਲੋੜ ਹੈ। ਇਸ ਮੌਕੇ ਜ਼ਿਲ੍ਹਾ ਵਾਈਸ ਚੇਅਰਮੈਨ ਸੰਜੀਵ ਖੰਨਾ, ਯੁਵਾ ਨੇਤਾ ਸਾਹਿਲ ਸ਼ਰਮਾ, ਸਿਟੀ ਪ੍ਰਧਾਨ ਰਜੀਵ ਖੰਨਾ ਅਤੇ ਹੋਰ ਆਗੂ ਹਾਜ਼ਰ ਸਨ। — [16, 305, 557, 447]
logo-tagline: ਸੱਚ ਦਾ ਅਖ਼ਬਾਰ — [20, 33, 72, 43]
article-divider — [574, 1052, 963, 1053]
masthead — [16, 31, 1540, 82]
article-district-admin-medicines — [979, 1771, 1540, 2357]
article-divider — [574, 607, 963, 608]
article-body: ਮਾਲੇਰਕੋਟਲਾ, 29 ਅਗਸਤ (ਦਲਜਿੰਦਰ ਸਿੰਘ ਕਲਸੀ)- ਹਲਕਾ ਅਮਰਗੜ੍ਹ ਦੇ ਵਿਧਾਇਕ ਪ੍ਰੋ. ਜਸਵੰਤ ਸਿੰਘ ਗੱਜਣਮਾਜਰਾ ਨੇ ਹੜ੍ਹ ਪੀੜਤ ਪਰਿਵਾਰਾਂ ਦੇ ਪਸ਼ੂਆਂ ਲਈ ਤਾਰਾ ਹੈਲਥ ਫੂਡ ਵੱਲੋਂ ਤਿਆਰ ਕਰਵਾਈ ਫੀਡ ਦੇ ਟਰੱਕ ਡੇਰਾ ਬਾਬਾ ਨਾਨਕ ਲਈ ਰਵਾਨਾ ਕੀਤੇ। ਉਨ੍ਹਾਂ ਕਿਹਾ ਕਿ ਸੂਬੇ ਵਿੱਚ ਆਏ ਹੜ੍ਹਾਂ ਨਾਲ ਲੋਕਾਂ ਦਾ ਵੱਡਾ ਨੁਕਸਾਨ ਹੋਇਆ ਹੈ ਅਤੇ ਇਸ ਸੰਕਟ ਦੀ ਘੜੀ ਵਿੱਚ ਸਭ ਨੂੰ ਇੱਕਜੁੱਟ ਹੋ ਕੇ ਮਦਦ ਕਰਨੀ ਚਾਹੀਦੀ ਹੈ। — [196, 1410, 557, 1515]
news-kicker: ● ਪੰਜਾਬ ਟਾਈਮਜ਼ ਖ਼ਬਰ — [979, 560, 1102, 579]
article-body-continued: ਮਾਲੇਰਕੋਟਲਾ, 29 ਅਗਸਤ (ਦਲਜਿੰਦਰ ਸਿੰਘ ਕਲਸੀ)- ਕਿਰਤੀ ਕਿਸਾਨ ਯੂਨੀਅਨ ਵੱਲੋਂ ਸੂਬਾਈ ਸੱਦੇ ਤਹਿਤ ਪੰਜਾਬ ਵਿੱਚ ਆਏ ਹੜ੍ਹਾਂ ਦੀ ਮਾਰ ਹੇਠ ਆਏ ਲੋਕਾਂ ਨੂੰ ਫੌਰੀ ਰਾਹਤ ਅਤੇ ਮੁੜ ਵਸੇਵੇ ਦਾ ਪ੍ਰਬੰਧ ਕਰਨ ਦੀ ਮੰਗ ਨੂੰ ਲੈ ਕੇ ਡਿਪਟੀ ਕਮਿਸ਼ਨਰ ਰਾਹੀਂ ਮੁੱਖ ਮੰਤਰੀ ਨੂੰ ਮੰਗ ਪੱਤਰ ਦਿੱਤਾ ਗਿਆ। ਆਗੂਆਂ ਨੇ ਕਿਹਾ ਕਿ ਸਰਕਾਰ ਹੜ੍ਹਾਂ ਦੀ ਰੋਕਥਾਮ ਲਈ ਅਗਾਊਂ ਪ੍ਰਬੰਧ ਕਰਨ ਵਿੱਚ ਨਾਕਾਮ ਰਹੀ ਹੈ। — [1165, 1100, 1540, 1187]
